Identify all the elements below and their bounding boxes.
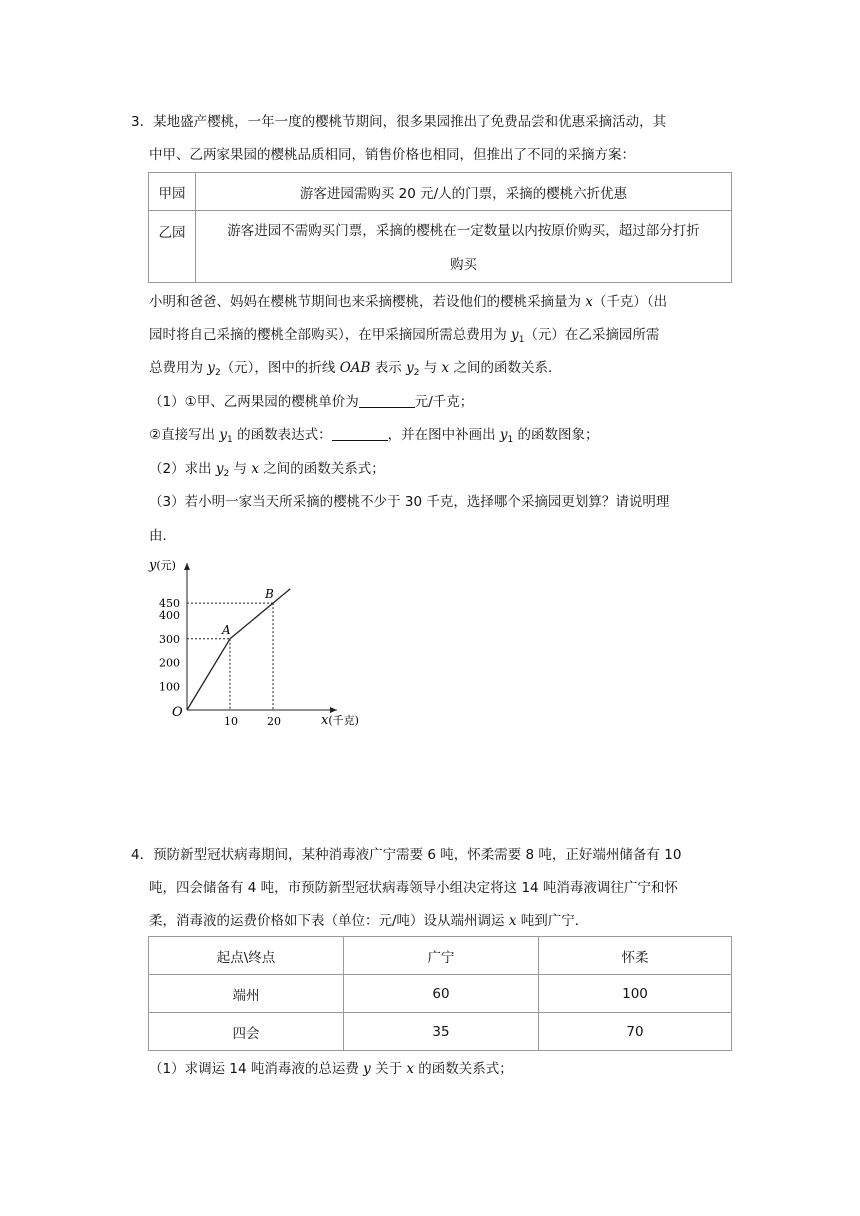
q4-line3-x: x — [508, 913, 517, 929]
q3-s2-y2: y — [499, 427, 508, 443]
table-row — [149, 975, 732, 1013]
q3-table-desc-0 — [196, 173, 732, 211]
q4-sub1-a: （1）求调运 14 吨消毒液的总运费 — [149, 1061, 364, 1077]
q3-p3-b: （元），图中的折线 — [220, 360, 340, 376]
y-tick-label: 100 — [159, 680, 180, 694]
table-row — [149, 211, 732, 283]
q3-sub4-line2: 由． — [149, 528, 176, 544]
q3-s2-y: y — [219, 427, 228, 443]
q4-sub1-y: y — [363, 1061, 371, 1077]
q3-p3-oab: OAB — [339, 360, 371, 376]
q3-table-desc-1 — [196, 211, 732, 283]
q3-s2-a: ②直接写出 — [149, 427, 220, 443]
q3-p3-a: 总费用为 — [149, 360, 208, 376]
point-label: B — [265, 587, 274, 602]
point-label: A — [222, 622, 231, 637]
q3-p3-sub2: 2 — [413, 368, 420, 378]
q3-table-desc-1-text2: 购买 — [450, 256, 477, 273]
q3-sub1 — [149, 392, 473, 412]
y-tick-label: 450 — [159, 597, 180, 611]
q3-s2-c: ，并在图中补画出 — [387, 427, 500, 443]
q4-line3-a: 柔，消毒液的运费价格如下表（单位：元/吨）设从端州调运 — [149, 913, 509, 929]
answer-blank-1[interactable] — [359, 393, 415, 408]
q3-s2-b: 的函数表达式： — [232, 427, 332, 443]
q3-sub2 — [149, 425, 599, 450]
q4-header-1: 广宁 — [344, 937, 539, 975]
table-cell: 100 — [539, 975, 732, 1013]
function-graph — [145, 555, 385, 735]
q3-sub3 — [149, 459, 385, 484]
q3-s3-c: 之间的函数关系式； — [258, 461, 385, 477]
q3-sub4-line1: （3）若小明一家当天所采摘的樱桃不少于 30 千克，选择哪个采摘园更划算？请说明理 — [149, 494, 670, 510]
q4-line2: 吨，四会储备有 4 吨，市预防新型冠状病毒领导小组决定将这 14 吨消毒液调往广宁和怀 — [149, 880, 678, 896]
q3-para-line3 — [149, 358, 561, 383]
q3-plan-table — [148, 172, 732, 283]
table-cell: 35 — [344, 1013, 539, 1051]
table-header-row — [149, 937, 732, 975]
q3-s2-d: 的函数图象； — [513, 427, 599, 443]
q3-s3-a: （2）求出 — [149, 461, 216, 477]
q3-p1-a: 小明和爸爸、妈妈在樱桃节期间也来采摘樱桃，若设他们的樱桃采摘量为 — [149, 294, 586, 310]
y-tick-label: 400 — [159, 609, 180, 622]
q4-number: 4． — [131, 847, 154, 863]
q3-p2-y: y — [511, 327, 519, 343]
y-axis-label: y(元) — [149, 558, 176, 573]
q3-table-name-1: 乙园 — [149, 211, 196, 283]
q3-p3-c: 表示 — [370, 360, 407, 376]
q3-p3-y2: y — [406, 360, 414, 376]
q4-sub1-c: 的函数关系式； — [414, 1061, 513, 1077]
q3-p3-e: 之间的函数关系． — [449, 360, 562, 376]
q4-sub1-x: x — [406, 1061, 415, 1077]
q3-line-1 — [131, 112, 666, 132]
x-axis-arrow — [330, 707, 337, 713]
q3-s1-a: （1）①甲、乙两果园的樱桃单价为 — [149, 394, 359, 410]
table-cell: 70 — [539, 1013, 732, 1051]
y-tick-label: 300 — [159, 632, 180, 646]
table-row — [149, 1013, 732, 1051]
table-cell: 端州 — [149, 975, 344, 1013]
y-axis-arrow — [184, 563, 190, 570]
origin-label: O — [172, 705, 183, 720]
q3-stem-line1: 某地盛产樱桃，一年一度的樱桃节期间，很多果园推出了免费品尝和优惠采摘活动，其 — [153, 114, 667, 130]
q4-freight-table — [148, 936, 732, 1051]
y-tick-label: 200 — [159, 656, 180, 670]
q4-header-0: 起点\终点 — [149, 937, 344, 975]
table-row — [149, 173, 732, 211]
q4-line3 — [149, 911, 588, 931]
q3-s1-b: 元/千克； — [414, 394, 474, 410]
table-cell: 60 — [344, 975, 539, 1013]
q3-para-line1 — [149, 292, 667, 312]
q3-table-desc-1-text: 游客进园不需购买门票，采摘的樱桃在一定数量以内按原价购买，超过部分打折 — [227, 222, 700, 239]
q3-s2-sub: 1 — [227, 435, 233, 445]
q3-p3-x: x — [441, 360, 450, 376]
series-line-OAB — [187, 589, 290, 710]
q3-p3-sub: 2 — [214, 368, 221, 378]
table-cell: 四会 — [149, 1013, 344, 1051]
q4-line-1 — [131, 845, 681, 865]
q3-p1-b: （千克）（出 — [592, 294, 668, 310]
q3-s3-b: 与 — [229, 461, 252, 477]
q4-line1: 预防新型冠状病毒期间，某种消毒液广宁需要 6 吨，怀柔需要 8 吨，正好端州储备有 10 — [153, 847, 682, 863]
q4-line3-b: 吨到广宁． — [516, 913, 589, 929]
q3-stem-line2: 中甲、乙两家果园的樱桃品质相同，销售价格也相同，但推出了不同的采摘方案： — [149, 147, 635, 163]
q3-table-desc-0-text: 游客进园需购买 20 元/人的门票，采摘的樱桃六折优惠 — [299, 185, 628, 202]
q3-p3-d: 与 — [419, 360, 442, 376]
q3-s3-y: y — [215, 461, 224, 477]
q3-p2-a: 园时将自己采摘的樱桃全部购买），在甲采摘园所需总费用为 — [149, 327, 512, 343]
q3-s2-sub2: 1 — [507, 435, 514, 445]
q3-s3-x: x — [251, 461, 259, 477]
q3-p2-sub: 1 — [518, 335, 525, 345]
q3-s3-sub: 2 — [223, 469, 230, 479]
q4-header-2: 怀柔 — [539, 937, 732, 975]
q4-sub1 — [149, 1059, 513, 1079]
q3-number: 3． — [131, 114, 154, 130]
q3-table-name-0: 甲园 — [149, 173, 196, 211]
answer-blank-2[interactable] — [332, 426, 388, 441]
x-tick-label: 20 — [267, 715, 281, 728]
q3-p3-y: y — [207, 360, 215, 376]
q3-para-line2 — [149, 325, 659, 350]
x-axis-label: x(千克) — [321, 713, 359, 728]
q3-p1-x: x — [585, 294, 593, 310]
q3-p2-b: （元）在乙采摘园所需 — [524, 327, 660, 343]
x-tick-label: 10 — [224, 715, 238, 728]
q4-sub1-b: 关于 — [370, 1061, 407, 1077]
